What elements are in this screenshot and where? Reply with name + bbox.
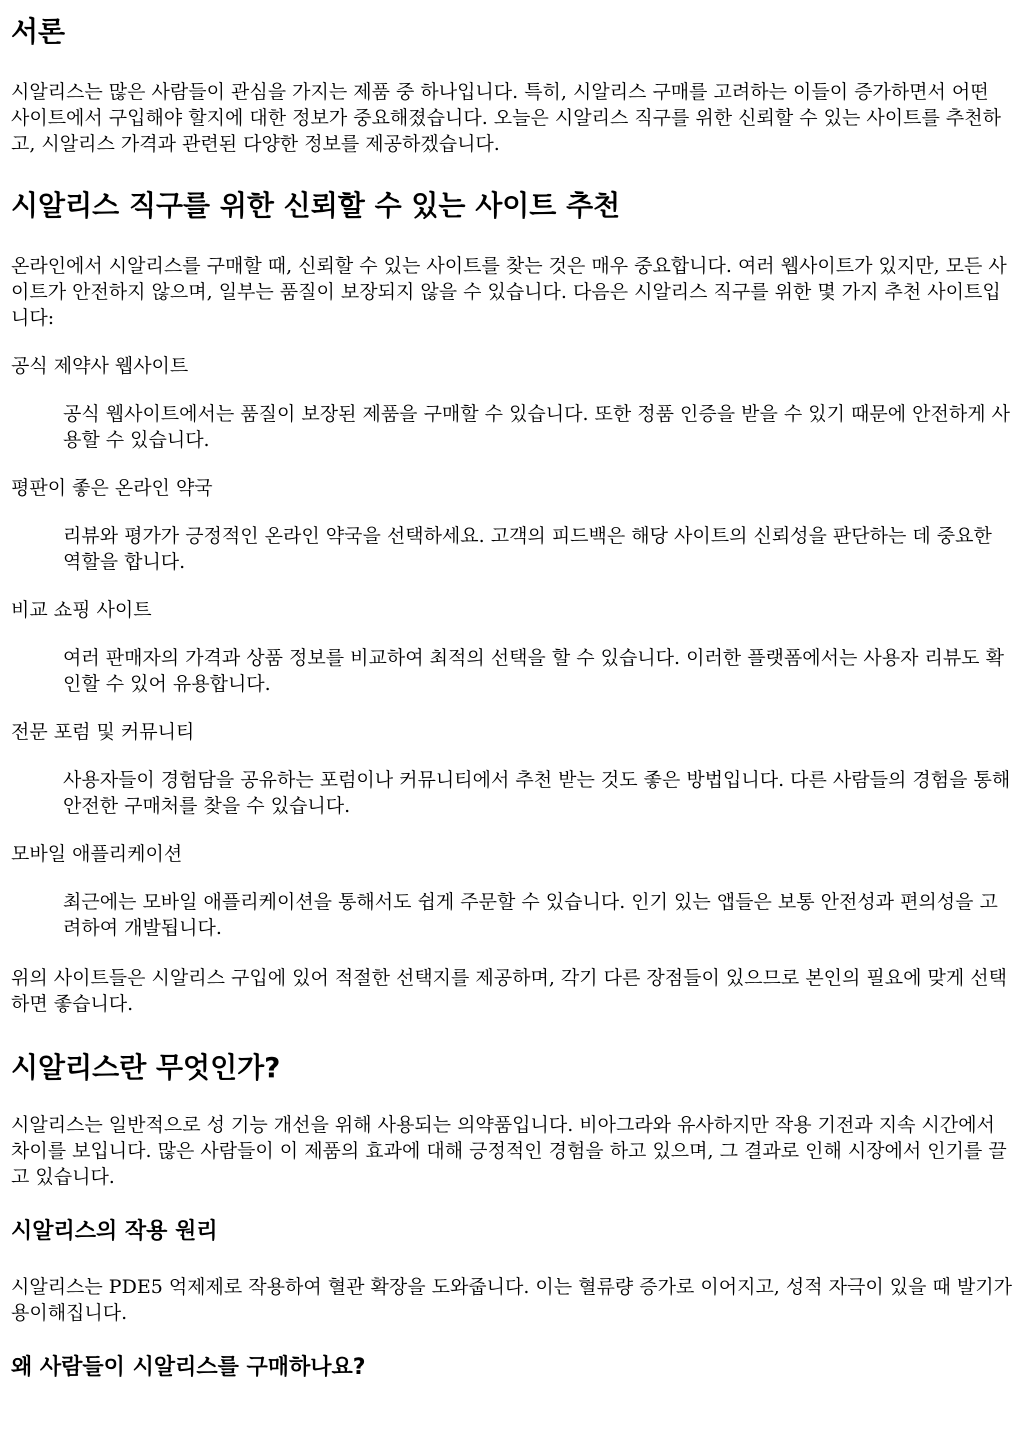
site-description: 여러 판매자의 가격과 상품 정보를 비교하여 최적의 선택을 할 수 있습니다. 이러한 플랫폼에서는 사용자 리뷰도 확인할 수 있어 유용합니다. (63, 647, 1004, 695)
site-term: 공식 제약사 웹사이트 (11, 355, 189, 377)
site-term: 모바일 애플리케이션 (11, 843, 183, 865)
heading-mechanism: 시알리스의 작용 원리 (11, 1219, 218, 1244)
site-description: 사용자들이 경험담을 공유하는 포럼이나 커뮤니티에서 추천 받는 것도 좋은 방법입니다. 다른 사람들의 경험을 통해 안전한 구매처를 찾을 수 있습니다. (63, 769, 1011, 817)
heading-why-buy: 왜 사람들이 시알리스를 구매하나요? (11, 1355, 366, 1380)
site-term: 전문 포럼 및 커뮤니티 (11, 721, 195, 743)
site-term: 평판이 좋은 온라인 약국 (11, 477, 213, 499)
recommended-sites-list (11, 353, 1012, 941)
site-description: 공식 웹사이트에서는 품질이 보장된 제품을 구매할 수 있습니다. 또한 정품 인증을 받을 수 있기 때문에 안전하게 사용할 수 있습니다. (63, 403, 1010, 451)
site-description: 최근에는 모바일 애플리케이션을 통해서도 쉽게 주문할 수 있습니다. 인기 있는 앱들은 보통 안전성과 편의성을 고려하여 개발됩니다. (63, 891, 998, 939)
mechanism-paragraph: 시알리스는 PDE5 억제제로 작용하여 혈관 확장을 도와줍니다. 이는 혈류량 증가로 이어지고, 성적 자극이 있을 때 발기가 용이해집니다. (11, 1276, 1012, 1324)
sites-intro-paragraph: 온라인에서 시알리스를 구매할 때, 신뢰할 수 있는 사이트를 찾는 것은 매우 중요합니다. 여러 웹사이트가 있지만, 모든 사이트가 안전하지 않으며, 일부는 품질이 보장되지 않을 수 있습니다. 다음은 시알리스 직구를 위한 몇 가지 추천 사이트입니다: (11, 255, 1007, 329)
what-is-paragraph: 시알리스는 일반적으로 성 기능 개선을 위해 사용되는 의약품입니다. 비아그라와 유사하지만 작용 기전과 지속 시간에서 차이를 보입니다. 많은 사람들이 이 제품의 효과에 대해 긍정적인 경험을 하고 있으며, 그 결과로 인해 시장에서 인기를 끌고 있습니다. (11, 1114, 1007, 1188)
heading-what-is: 시알리스란 무엇인가? (11, 1051, 281, 1084)
site-term: 비교 쇼핑 사이트 (11, 599, 152, 621)
site-description: 리뷰와 평가가 긍정적인 온라인 약국을 선택하세요. 고객의 피드백은 해당 사이트의 신뢰성을 판단하는 데 중요한 역할을 합니다. (63, 525, 992, 573)
intro-paragraph: 시알리스는 많은 사람들이 관심을 가지는 제품 중 하나입니다. 특히, 시알리스 구매를 고려하는 이들이 증가하면서 어떤 사이트에서 구입해야 할지에 대한 정보가 중요해졌습니다. 오늘은 시알리스 직구를 위한 신뢰할 수 있는 사이트를 추천하고, 시알리스 가격과 관련된 다양한 정보를 제공하겠습니다. (11, 81, 1001, 155)
sites-closing-paragraph: 위의 사이트들은 시알리스 구입에 있어 적절한 선택지를 제공하며, 각기 다른 장점들이 있으므로 본인의 필요에 맞게 선택하면 좋습니다. (11, 967, 1007, 1015)
heading-intro: 서론 (11, 15, 66, 48)
heading-recommended-sites: 시알리스 직구를 위한 신뢰할 수 있는 사이트 추천 (11, 189, 621, 222)
